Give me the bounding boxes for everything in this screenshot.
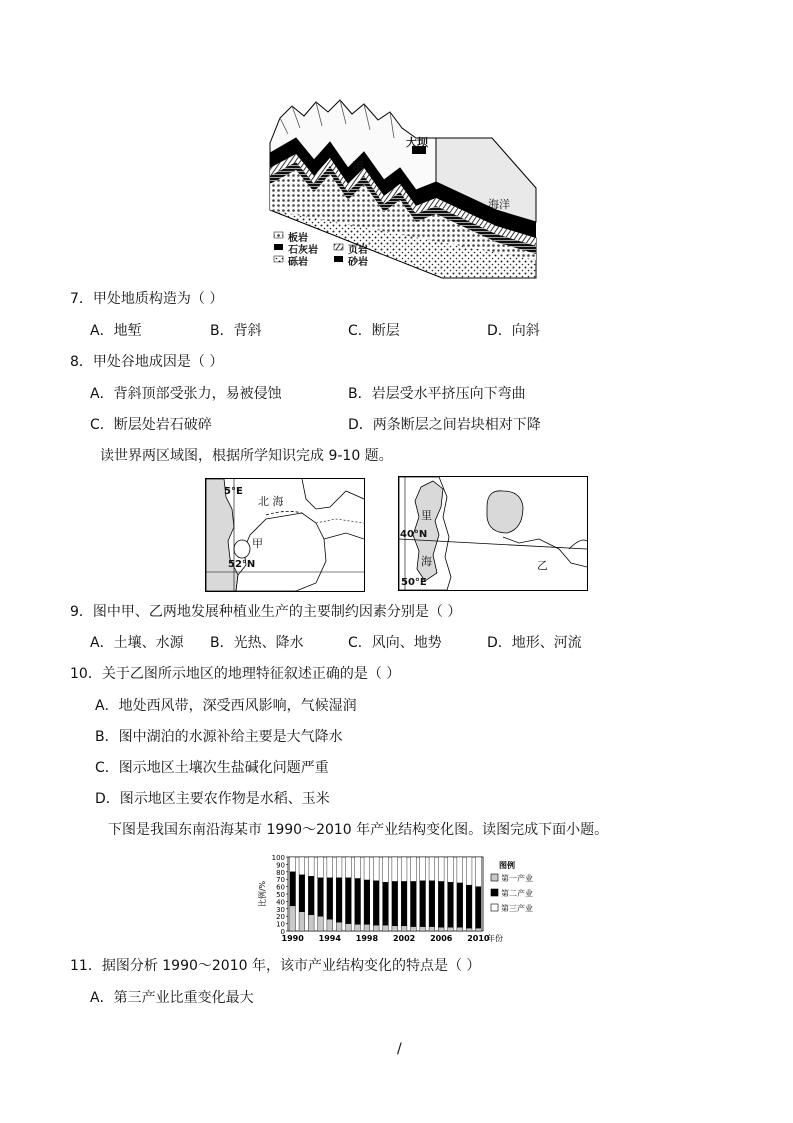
- bar-segment: [355, 924, 361, 931]
- x-tick-label: 1998: [355, 934, 379, 943]
- y-tick-label: 60: [276, 883, 285, 892]
- y-tick-label: 0: [280, 928, 285, 936]
- bar-segment: [373, 881, 379, 925]
- bar-segment: [308, 857, 314, 876]
- map1-jia-label: 甲: [252, 537, 263, 550]
- x-axis-label: 年份: [487, 934, 503, 943]
- y-tick-label: 20: [276, 913, 285, 922]
- bar-segment: [420, 857, 426, 881]
- q7-option-b[interactable]: B．背斜: [210, 323, 262, 339]
- legend-swatch: [491, 874, 498, 881]
- geology-figure: [266, 98, 544, 280]
- bar-segment: [383, 882, 389, 925]
- bar-segment: [429, 881, 435, 927]
- x-tick-label: 1994: [318, 934, 341, 943]
- bar-segment: [392, 857, 398, 881]
- legend-shale: 页岩: [348, 245, 368, 256]
- y-tick-label: 30: [276, 905, 285, 914]
- bar-segment: [420, 881, 426, 927]
- bar-segment: [290, 857, 296, 872]
- bar-segment: [410, 881, 416, 926]
- map1-latitude-label: 52°N: [228, 559, 256, 570]
- q11-option-a[interactable]: A．第三产业比重变化最大: [90, 990, 254, 1006]
- map2-yi-label: 乙: [537, 559, 548, 572]
- q7-option-a[interactable]: A．地堑: [90, 323, 142, 339]
- bar-segment: [457, 883, 463, 927]
- map2-hai-label: 海: [421, 555, 432, 568]
- bar-segment: [392, 881, 398, 925]
- legend-swatch: [491, 889, 498, 896]
- bar-segment: [336, 878, 342, 922]
- y-tick-label: 80: [276, 868, 285, 877]
- map1-longitude-label: 5°E: [224, 486, 243, 497]
- bar-segment: [475, 857, 481, 887]
- x-tick-label: 2006: [430, 934, 453, 943]
- bar-segment: [308, 915, 314, 931]
- q10-option-c[interactable]: C．图示地区土壤次生盐碱化问题严重: [95, 760, 329, 776]
- q8-option-a[interactable]: A．背斜顶部受张力，易被侵蚀: [90, 386, 282, 402]
- bar-segment: [290, 872, 296, 906]
- bar-segment: [466, 857, 472, 885]
- y-axis-label: 比例/%: [258, 880, 267, 908]
- bar-segment: [401, 926, 407, 931]
- bar-segment: [466, 885, 472, 928]
- bar-segment: [383, 925, 389, 931]
- label-ocean: 海洋: [488, 198, 510, 211]
- bar-segment: [345, 857, 351, 878]
- y-tick-label: 10: [276, 920, 285, 929]
- y-tick-label: 90: [276, 861, 285, 870]
- bar-segment: [364, 924, 370, 931]
- map2-li-label: 里: [421, 509, 432, 522]
- bar-segment: [364, 880, 370, 924]
- bar-segment: [475, 887, 481, 928]
- legend-entry: 第一产业: [501, 874, 533, 883]
- legend-slate: 板岩: [288, 233, 308, 244]
- question-7-stem: 7．甲处地质构造为（ ）: [70, 291, 224, 307]
- bar-segment: [457, 857, 463, 883]
- bar-segment: [457, 927, 463, 931]
- legend-title: 图例: [499, 861, 515, 870]
- bar-segment: [355, 878, 361, 924]
- industry-structure-chart: [255, 850, 540, 945]
- intro-11: 下图是我国东南沿海某市 1990～2010 年产业结构变化图。读图完成下面小题。: [108, 822, 609, 838]
- bar-segment: [308, 876, 314, 914]
- bar-segment: [355, 857, 361, 878]
- q10-option-a[interactable]: A．地处西风带，深受西风影响，气候湿润: [95, 698, 357, 714]
- bar-segment: [364, 857, 370, 880]
- chart-svg: [255, 850, 540, 945]
- bar-segment: [410, 857, 416, 881]
- x-tick-label: 2010: [467, 934, 490, 943]
- bar-segment: [327, 878, 333, 919]
- q10-option-d[interactable]: D．图示地区主要农作物是水稻、玉米: [95, 791, 330, 807]
- bar-segment: [420, 927, 426, 931]
- bar-segment: [299, 857, 305, 875]
- q9-option-c[interactable]: C．风向、地势: [348, 635, 442, 651]
- q8-option-d[interactable]: D．两条断层之间岩块相对下降: [348, 417, 541, 433]
- bar-segment: [327, 857, 333, 878]
- bar-segment: [448, 927, 454, 931]
- map2-latitude-label: 40°N: [400, 529, 428, 540]
- bar-segment: [401, 857, 407, 881]
- legend-entry: 第二产业: [501, 889, 533, 898]
- bar-segment: [466, 928, 472, 931]
- bar-segment: [401, 881, 407, 925]
- bar-segment: [373, 925, 379, 931]
- bar-segment: [448, 857, 454, 882]
- legend-conglomerate: 砾岩: [288, 257, 308, 268]
- legend-entry: 第三产业: [501, 904, 533, 913]
- bar-segment: [429, 927, 435, 931]
- map1-sea-label: 北 海: [258, 495, 284, 508]
- q9-option-b[interactable]: B．光热、降水: [210, 635, 304, 651]
- legend-sandstone: 砂岩: [348, 257, 368, 268]
- map-1: [205, 478, 365, 592]
- question-11-stem: 11．据图分析 1990～2010 年，该市产业结构变化的特点是（ ）: [70, 958, 481, 974]
- question-8-stem: 8．甲处谷地成因是（ ）: [70, 354, 224, 370]
- intro-9-10: 读世界两区域图，根据所学知识完成 9-10 题。: [100, 448, 393, 464]
- bar-segment: [299, 912, 305, 931]
- bar-segment: [327, 919, 333, 931]
- q9-option-d[interactable]: D．地形、河流: [487, 635, 582, 651]
- question-9-stem: 9．图中甲、乙两地发展种植业生产的主要制约因素分别是（ ）: [70, 604, 462, 620]
- bar-segment: [345, 924, 351, 931]
- y-tick-label: 50: [276, 891, 285, 899]
- label-jia: 甲: [352, 160, 365, 174]
- bar-segment: [318, 878, 324, 916]
- bar-segment: [448, 882, 454, 927]
- label-dam: 大坝: [406, 136, 428, 149]
- q8-option-b[interactable]: B．岩层受水平挤压向下弯曲: [348, 386, 526, 402]
- legend-limestone: 石灰岩: [288, 245, 318, 256]
- bar-segment: [392, 926, 398, 931]
- page-number: /: [397, 1041, 402, 1057]
- bar-segment: [299, 875, 305, 912]
- bar-segment: [290, 906, 296, 931]
- q8-option-c[interactable]: C．断层处岩石破碎: [90, 417, 212, 433]
- x-tick-label: 2002: [392, 934, 416, 943]
- legend-swatch: [491, 904, 498, 911]
- bar-segment: [429, 857, 435, 881]
- bar-segment: [383, 857, 389, 882]
- bar-segment: [475, 928, 481, 931]
- question-10-stem: 10．关于乙图所示地区的地理特征叙述正确的是（ ）: [70, 666, 401, 682]
- bar-segment: [438, 857, 444, 881]
- q7-option-c[interactable]: C．断层: [348, 323, 400, 339]
- x-tick-label: 1990: [281, 934, 304, 943]
- bar-segment: [438, 927, 444, 931]
- y-tick-label: 40: [276, 898, 285, 907]
- map2-longitude-label: 50°E: [401, 577, 427, 588]
- bar-segment: [336, 922, 342, 931]
- bar-segment: [410, 927, 416, 931]
- bar-segment: [336, 857, 342, 878]
- q9-option-a[interactable]: A．土壤、水源: [90, 635, 184, 651]
- bar-segment: [318, 916, 324, 931]
- y-tick-label: 100: [271, 854, 285, 862]
- q10-option-b[interactable]: B．图中湖泊的水源补给主要是大气降水: [95, 729, 343, 745]
- bar-segment: [345, 878, 351, 924]
- bar-segment: [438, 881, 444, 927]
- y-tick-label: 70: [276, 876, 285, 885]
- bar-segment: [373, 857, 379, 881]
- map-2: [398, 476, 588, 591]
- q7-option-d[interactable]: D．向斜: [487, 323, 540, 339]
- bar-segment: [318, 857, 324, 878]
